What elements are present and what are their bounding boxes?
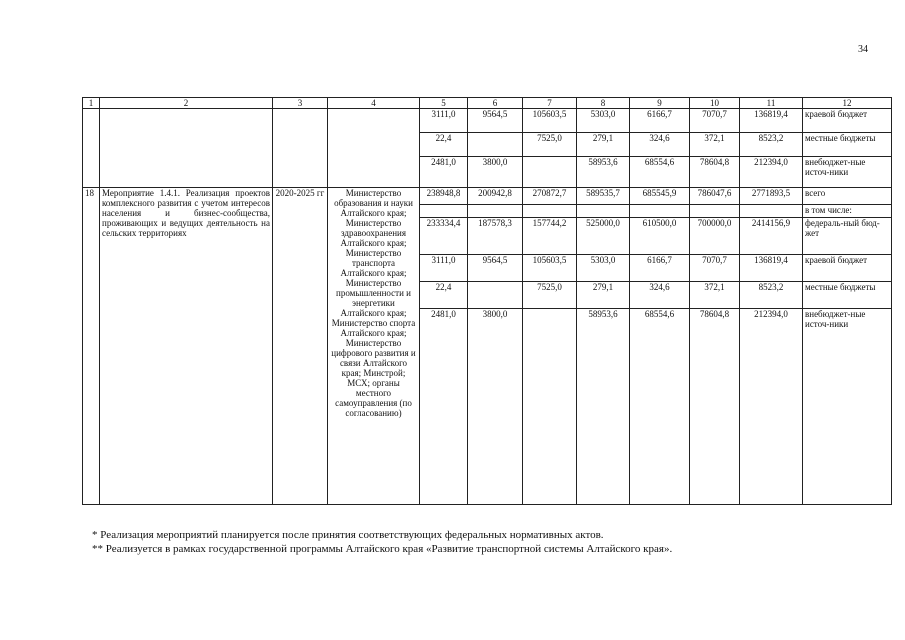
header-cell: 7 xyxy=(523,98,577,109)
value-cell: 68554,6 xyxy=(630,309,690,505)
source-cell: в том числе: xyxy=(803,205,892,218)
program-table xyxy=(82,97,892,505)
value-cell: 6166,7 xyxy=(630,255,690,282)
value-cell: 200942,8 xyxy=(468,188,523,205)
source-cell: всего xyxy=(803,188,892,205)
value-cell: 610500,0 xyxy=(630,218,690,255)
value-cell xyxy=(690,205,740,218)
header-cell: 12 xyxy=(803,98,892,109)
source-cell: внебюджет-ные источ-ники xyxy=(803,157,892,188)
header-cell: 6 xyxy=(468,98,523,109)
footnotes xyxy=(92,528,672,556)
value-cell: 157744,2 xyxy=(523,218,577,255)
value-cell: 212394,0 xyxy=(740,309,803,505)
value-cell: 279,1 xyxy=(577,282,630,309)
value-cell: 9564,5 xyxy=(468,109,523,133)
value-cell: 270872,7 xyxy=(523,188,577,205)
header-cell: 9 xyxy=(630,98,690,109)
header-cell: 8 xyxy=(577,98,630,109)
value-cell: 324,6 xyxy=(630,133,690,157)
value-cell: 58953,6 xyxy=(577,157,630,188)
value-cell: 105603,5 xyxy=(523,109,577,133)
page-number: 34 xyxy=(858,44,868,55)
value-cell: 8523,2 xyxy=(740,282,803,309)
table-row xyxy=(83,188,892,205)
value-cell xyxy=(468,282,523,309)
value-cell: 5303,0 xyxy=(577,255,630,282)
value-cell: 685545,9 xyxy=(630,188,690,205)
source-cell: местные бюджеты xyxy=(803,282,892,309)
source-cell: краевой бюджет xyxy=(803,255,892,282)
value-cell: 136819,4 xyxy=(740,109,803,133)
cont-period xyxy=(273,109,328,188)
source-cell: краевой бюджет xyxy=(803,109,892,133)
value-cell: 22,4 xyxy=(420,133,468,157)
value-cell: 372,1 xyxy=(690,133,740,157)
header-row xyxy=(83,98,892,109)
value-cell: 525000,0 xyxy=(577,218,630,255)
footnote: * Реализация мероприятий планируется после принятия соответствующих федеральных нормативных актов. xyxy=(92,529,604,541)
value-cell xyxy=(740,205,803,218)
value-cell: 78604,8 xyxy=(690,309,740,505)
value-cell xyxy=(523,157,577,188)
value-cell: 187578,3 xyxy=(468,218,523,255)
value-cell: 22,4 xyxy=(420,282,468,309)
cont-no xyxy=(83,109,100,188)
value-cell: 7525,0 xyxy=(523,282,577,309)
value-cell: 233334,4 xyxy=(420,218,468,255)
value-cell: 786047,6 xyxy=(690,188,740,205)
source-cell: местные бюджеты xyxy=(803,133,892,157)
value-cell: 238948,8 xyxy=(420,188,468,205)
value-cell: 78604,8 xyxy=(690,157,740,188)
value-cell: 68554,6 xyxy=(630,157,690,188)
value-cell: 279,1 xyxy=(577,133,630,157)
header-cell: 10 xyxy=(690,98,740,109)
footnote: ** Реализуется в рамках государственной программы Алтайского края «Развитие транспортной системы Алтайского края». xyxy=(92,543,673,555)
header-cell: 4 xyxy=(328,98,420,109)
measure-number: 18 xyxy=(83,188,100,505)
value-cell: 8523,2 xyxy=(740,133,803,157)
value-cell xyxy=(420,205,468,218)
value-cell: 324,6 xyxy=(630,282,690,309)
cont-exec xyxy=(328,109,420,188)
value-cell xyxy=(630,205,690,218)
value-cell: 7070,7 xyxy=(690,255,740,282)
header-cell: 3 xyxy=(273,98,328,109)
value-cell: 700000,0 xyxy=(690,218,740,255)
measure-period: 2020-2025 гг xyxy=(273,188,328,505)
value-cell: 2771893,5 xyxy=(740,188,803,205)
value-cell: 372,1 xyxy=(690,282,740,309)
value-cell xyxy=(468,133,523,157)
measure-executors: Министерство образования и науки Алтайского края; Министерство здравоохранения Алтайского края; Министерство транспорта Алтайского края; Министерство промышленности и энергетики Алтайского края; Министерство спорта Алтайского края; Министерство цифрового развития и связи Алтайского края; Минстрой; МСХ; органы местного самоуправления (по согласованию) xyxy=(328,188,420,505)
value-cell: 136819,4 xyxy=(740,255,803,282)
cont-name xyxy=(100,109,273,188)
header-cell: 11 xyxy=(740,98,803,109)
value-cell: 58953,6 xyxy=(577,309,630,505)
value-cell: 7525,0 xyxy=(523,133,577,157)
value-cell: 2481,0 xyxy=(420,309,468,505)
value-cell xyxy=(577,205,630,218)
value-cell: 3111,0 xyxy=(420,109,468,133)
measure-name: Мероприятие 1.4.1. Реализация проектов комплексного развития с учетом интересов населения и бизнес-сообщества, проживающих и ведущих деятельность на сельских территориях xyxy=(100,188,273,505)
value-cell: 2414156,9 xyxy=(740,218,803,255)
value-cell: 5303,0 xyxy=(577,109,630,133)
value-cell: 3800,0 xyxy=(468,157,523,188)
value-cell: 7070,7 xyxy=(690,109,740,133)
value-cell: 9564,5 xyxy=(468,255,523,282)
source-cell: внебюджет-ные источ-ники xyxy=(803,309,892,505)
header-cell: 5 xyxy=(420,98,468,109)
value-cell: 589535,7 xyxy=(577,188,630,205)
value-cell xyxy=(523,309,577,505)
value-cell: 3111,0 xyxy=(420,255,468,282)
value-cell: 3800,0 xyxy=(468,309,523,505)
value-cell: 212394,0 xyxy=(740,157,803,188)
value-cell: 6166,7 xyxy=(630,109,690,133)
header-cell: 2 xyxy=(100,98,273,109)
value-cell: 105603,5 xyxy=(523,255,577,282)
source-cell: федераль-ный бюд-жет xyxy=(803,218,892,255)
header-cell: 1 xyxy=(83,98,100,109)
value-cell xyxy=(468,205,523,218)
value-cell xyxy=(523,205,577,218)
value-cell: 2481,0 xyxy=(420,157,468,188)
table-row xyxy=(83,109,892,133)
